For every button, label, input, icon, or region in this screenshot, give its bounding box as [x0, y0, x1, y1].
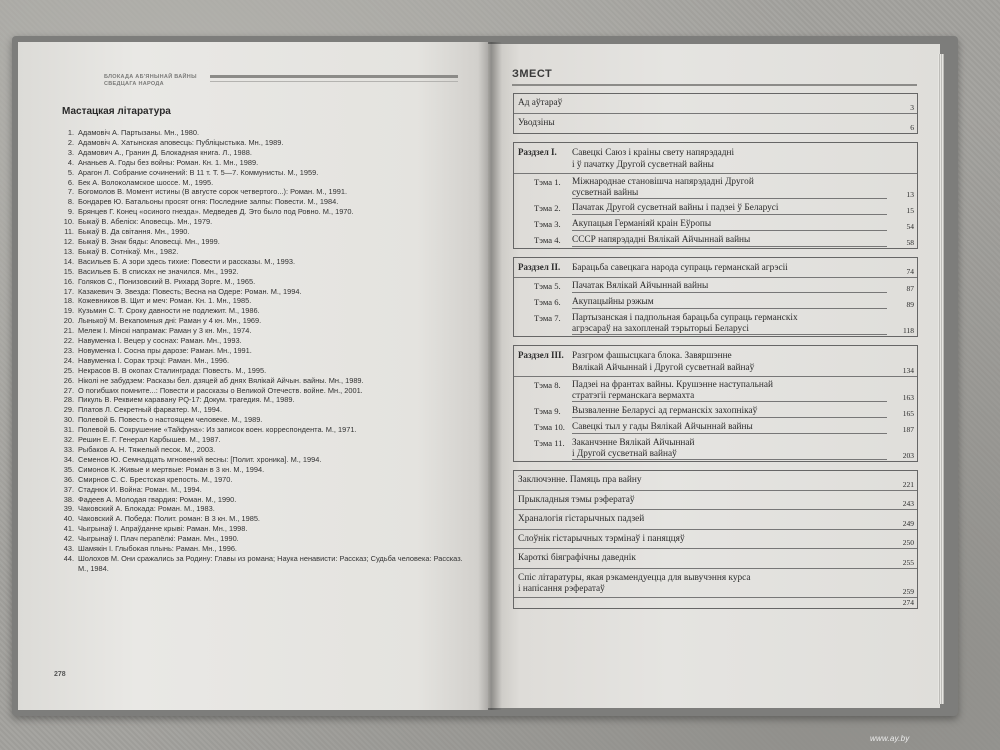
topic-title: [572, 313, 798, 335]
entry-number: 36.: [63, 474, 74, 484]
topic-label: Тэма 4.: [534, 235, 561, 245]
bibliography-entry: [44, 524, 474, 534]
entry-text: Новуменка І. Сосна пры дарозе: Раман. Мн., 1991.: [78, 345, 252, 355]
bibliography-heading: Мастацкая літаратура: [62, 106, 171, 117]
toc-section-box: [513, 142, 918, 249]
toc-row: [514, 491, 917, 511]
running-head-bar: [210, 75, 458, 78]
topic-title-line: агрэсараў на захопленай тэрыторыі Беларусі: [572, 324, 749, 334]
toc-section-box: [513, 345, 918, 462]
topic-label: Тэма 6.: [534, 297, 561, 307]
topic-label: Тэма 8.: [534, 380, 561, 390]
topic-title-line: Акупацыя Германіяй краін Еўропы: [572, 219, 712, 229]
left-page: [18, 42, 488, 710]
toc-row-page: 243: [902, 499, 914, 508]
toc-row-label-line: Спіс літаратуры, якая рэкамендуецца для вывучэння курса: [518, 572, 751, 583]
entry-number: 44.: [63, 553, 74, 563]
topic-title: [572, 203, 778, 214]
toc-row-label: Кароткі біяграфічны даведнік: [518, 553, 636, 563]
section-label: Раздзел ІІІ.: [518, 350, 564, 360]
entry-text: Фадеев А. Молодая гвардия: Роман. М., 1990.: [78, 494, 237, 504]
toc-topic-row: [514, 419, 917, 435]
entry-number: 11.: [64, 227, 74, 237]
entry-number: 17.: [63, 286, 74, 296]
bibliography-entry: [44, 277, 474, 287]
entry-text: Пикуль В. Реквием каравану PQ-17: Докум. трагедия. М., 1989.: [78, 395, 295, 405]
entry-text: Некрасов В. В окопах Сталинграда: Повесть. М., 1995.: [78, 365, 267, 375]
bibliography-entry: [44, 356, 474, 366]
topic-label: Тэма 7.: [534, 313, 561, 323]
entry-text: Казакевич Э. Звезда: Повесть; Весна на Одере: Роман. М., 1994.: [78, 286, 302, 296]
entry-text: Мележ І. Мінскі напрамак: Раман у 3 кн. Мн., 1974.: [78, 326, 252, 336]
entry-text: Бек А. Волоколамское шоссе. М., 1995.: [78, 177, 214, 187]
table-of-contents: [513, 93, 918, 609]
section-title-line: і ў пачатку Другой сусветнай вайны: [572, 160, 714, 170]
entry-text: Васильев Б. В списках не значился. Мн., 1992.: [78, 266, 239, 276]
bibliography-entry: [44, 495, 474, 505]
topic-title: [572, 422, 753, 433]
page-number: 278: [54, 671, 66, 678]
topic-title-line: стратэгіі германскага вермахта: [572, 391, 695, 401]
bibliography-entry: [44, 386, 474, 396]
topic-title-line: сусветнай вайны: [572, 188, 639, 198]
entry-number: 9.: [67, 207, 74, 217]
entry-number: 33.: [63, 445, 74, 454]
toc-title-rule: [512, 84, 917, 86]
bibliography-entry: [44, 257, 474, 267]
entry-number: 8.: [67, 197, 74, 207]
entry-number: 13.: [63, 246, 74, 256]
entry-number: 32.: [63, 435, 74, 445]
bibliography-entry: [44, 168, 474, 178]
section-title-line: Разгром фашысцкага блока. Завяршэнне: [572, 351, 732, 361]
toc-row-label: [518, 573, 751, 595]
toc-gap: [513, 462, 918, 470]
toc-intro-box: [513, 93, 918, 134]
topic-page: 87: [906, 284, 914, 293]
topic-label: Тэма 9.: [534, 406, 561, 416]
entry-number: 27.: [63, 385, 74, 395]
entry-number: 42.: [63, 534, 74, 544]
topic-title: [572, 177, 754, 199]
bibliography-entry: [44, 197, 474, 207]
topic-title: [572, 438, 695, 460]
topic-page: 163: [902, 393, 914, 402]
section-page: 74: [906, 267, 914, 276]
entry-text: Быкаў В. Да світання. Мн., 1990.: [78, 227, 190, 237]
topic-title-line: Заканчэнне Вялікай Айчыннай: [572, 438, 695, 448]
entry-text: Шолохов М. Они сражались за Родину: Главы из романа; Наука ненависти: Рассказ; Судьба человека: Рассказ. М., 1984.: [78, 553, 463, 573]
bibliography-entry: [44, 158, 474, 168]
entry-text: Адамовіч А. Хатынская аповесць: Публіцыстыка. Мн., 1989.: [78, 137, 284, 147]
bibliography-entry: [44, 415, 474, 425]
toc-row-label-line: і напісання рэфератаў: [518, 583, 605, 594]
entry-text: Быкаў В. Сотнікаў. Мн., 1982.: [78, 246, 179, 256]
topic-label: Тэма 3.: [534, 219, 561, 229]
bibliography-entry: [44, 485, 474, 495]
entry-text: Голяков С., Понизовский В. Рихард Зорге. М., 1965.: [78, 276, 256, 286]
right-page: [488, 44, 940, 708]
toc-gap: [513, 134, 918, 142]
toc-topic-row: [514, 377, 917, 403]
bibliography-entry: [44, 455, 474, 465]
toc-row: [514, 530, 917, 550]
section-title: [572, 262, 788, 274]
entry-text: Быкаў В. Абеліск: Аповесць. Мн., 1979.: [78, 217, 213, 227]
entry-number: 41.: [63, 524, 74, 534]
toc-row: [514, 94, 917, 114]
toc-row-page: 3: [910, 103, 914, 112]
toc-title: ЗМЕСТ: [512, 68, 553, 80]
topic-page: 54: [906, 222, 914, 231]
bibliography-list: [44, 128, 474, 574]
entry-text: Шамякін І. Глыбокая плынь: Раман. Мн., 1996.: [78, 544, 237, 554]
bibliography-entry: [44, 534, 474, 544]
topic-title-line: і Другой сусветнай вайнаў: [572, 449, 677, 459]
section-title-line: Вялікай Айчыннай і Другой сусветнай вайнаў: [572, 363, 755, 373]
toc-row: [514, 114, 917, 133]
toc-row-page: 250: [902, 538, 914, 547]
entry-number: 20.: [63, 316, 74, 326]
topic-title-line: Падзеі на франтах вайны. Крушэнне наступальнай: [572, 380, 773, 390]
bibliography-entry: [44, 336, 474, 346]
entry-number: 4.: [67, 157, 74, 167]
entry-text: Семенов Ю. Семнадцать мгновений весны: [Полит. хроника]. М., 1994.: [78, 454, 322, 464]
bibliography-entry: [44, 326, 474, 336]
entry-text: Богомолов В. Момент истины (В августе сорок четвертого...): Роман. М., 1991.: [78, 187, 348, 197]
toc-topic-row: [514, 278, 917, 294]
topic-page: 58: [906, 238, 914, 247]
topic-underline: [572, 292, 887, 293]
bibliography-entry: [44, 247, 474, 257]
bibliography-entry: [44, 138, 474, 148]
topic-title: [572, 219, 711, 230]
toc-section-header: [514, 346, 917, 377]
entry-text: Арагон Л. Собрание сочинений: В 11 т. Т. 5—7. Коммунисты. М., 1959.: [78, 167, 319, 177]
section-title-line: Барацьба савецкага народа супраць германскай агрэсіі: [572, 263, 788, 273]
section-title: [572, 147, 734, 171]
toc-section-box: [513, 257, 918, 337]
entry-text: Симонов К. Живые и мертвые: Роман в 3 кн. М., 1994.: [78, 464, 265, 474]
entry-text: Ананьев А. Годы без войны: Роман. Кн. 1. Мн., 1989.: [78, 157, 259, 167]
entry-number: 29.: [63, 405, 74, 415]
bibliography-entry: [44, 376, 474, 386]
entry-text: Бондарев Ю. Батальоны просят огня: Последние залпы: Повести. М., 1984.: [78, 197, 339, 207]
topic-title-line: Пачатак Другой сусветнай вайны і падзеі ў Беларусі: [572, 203, 779, 213]
entry-number: 3.: [67, 147, 74, 157]
toc-gap: [513, 249, 918, 257]
toc-row: [514, 510, 917, 530]
bibliography-entry: [44, 148, 474, 158]
topic-underline: [572, 334, 887, 335]
topic-underline: [572, 214, 887, 215]
topic-underline: [572, 308, 887, 309]
topic-title-line: Пачатак Вялікай Айчыннай вайны: [572, 281, 709, 291]
entry-text: О погибших помните...: Повести и рассказы о Великой Отечеств. войне. Мн., 2001.: [78, 385, 363, 395]
entry-text: Лынькоў М. Векапомныя дні: Раман у 4 кн. Мн., 1969.: [78, 316, 262, 326]
toc-topic-row: [514, 435, 917, 461]
entry-number: 26.: [63, 375, 74, 385]
topic-title-line: Акупацыйны рэжым: [572, 297, 654, 307]
toc-row-page: 259: [902, 586, 914, 596]
toc-section-header: [514, 143, 917, 174]
bibliography-entry: [44, 435, 474, 445]
entry-number: 38.: [63, 494, 74, 504]
toc-row: [514, 598, 917, 608]
entry-number: 15.: [63, 266, 74, 276]
bibliography-entry: [44, 207, 474, 217]
toc-row-page: 6: [910, 123, 914, 132]
toc-row: [514, 471, 917, 491]
running-head: БЛОКАДА АБ'ЯНЫНАЙ ВАЙНЫ СВЕДЦАГА НАРОДА: [104, 74, 197, 87]
entry-text: Полевой Б. Сокрушение «Тайфуна»: Из записок воен. корреспондента. М., 1971.: [78, 425, 357, 435]
running-head-rule: [210, 81, 458, 82]
entry-text: Брянцев Г. Конец «осиного гнезда». Медведев Д. Это было под Ровно. М., 1970.: [78, 207, 354, 217]
topic-title-line: Партызанская і падпольная барацьба супраць германскіх: [572, 313, 798, 323]
entry-text: Чаковский А. Блокада: Роман. М., 1983.: [78, 504, 215, 514]
entry-text: Стаднюк И. Война: Роман. М., 1994.: [78, 484, 202, 494]
topic-underline: [572, 246, 887, 247]
topic-title-line: Вызваленне Беларусі ад германскіх захопнікаў: [572, 406, 758, 416]
topic-label: Тэма 10.: [534, 422, 565, 432]
bibliography-entry: [44, 395, 474, 405]
topic-page: 89: [906, 300, 914, 309]
entry-number: 43.: [63, 544, 74, 554]
entry-number: 23.: [63, 345, 74, 355]
entry-text: Быкаў В. Знак бяды: Аповесці. Мн., 1999.: [78, 236, 220, 246]
bibliography-entry: [44, 554, 474, 574]
page-block-edge: [938, 54, 944, 704]
bibliography-entry: [44, 425, 474, 435]
topic-underline: [572, 198, 887, 199]
entry-text: Ніколі не забудзем: Расказы бел. дзяцей аб днях Вялікай Айчын. вайны. Мн., 1989.: [78, 375, 364, 385]
topic-label: Тэма 11.: [534, 438, 565, 448]
bibliography-entry: [44, 316, 474, 326]
entry-text: Васильев Б. А зори здесь тихие: Повести и рассказы. М., 1993.: [78, 256, 296, 266]
topic-title: [572, 297, 654, 308]
bibliography-entry: [44, 128, 474, 138]
entry-text: Рыбаков А. Н. Тяжелый песок. М., 2003.: [78, 445, 216, 454]
topic-title-line: Міжнароднае становішча напярэдадні Другой: [572, 177, 754, 187]
toc-row-label: Заключэнне. Памяць пра вайну: [518, 475, 642, 485]
bibliography-entry: [44, 178, 474, 188]
toc-row: [514, 549, 917, 569]
entry-text: Навуменка І. Сорак трэці: Раман. Мн., 1996.: [78, 355, 230, 365]
section-label: Раздзел І.: [518, 147, 557, 157]
entry-text: Смирнов С. С. Брестская крепость. М., 1970.: [78, 474, 233, 484]
entry-number: 7.: [67, 187, 74, 197]
entry-text: Адамович А., Гранин Д. Блокадная книга. Л., 1988.: [78, 147, 252, 157]
bibliography-entry: [44, 296, 474, 306]
toc-topic-row: [514, 403, 917, 419]
bibliography-entry: [44, 504, 474, 514]
section-title: [572, 350, 754, 374]
entry-number: 21.: [63, 326, 74, 336]
toc-end-matter-box: [513, 470, 918, 609]
entry-number: 22.: [63, 336, 74, 346]
topic-page: 13: [906, 190, 914, 199]
entry-text: Платов Л. Секретный фарватер. М., 1994.: [78, 405, 223, 415]
toc-row-page: 255: [902, 557, 914, 567]
topic-underline: [572, 401, 887, 402]
toc-row-label: Прыкладныя тэмы рэфератаў: [518, 494, 635, 505]
toc-row-label: Ад аўтараў: [518, 98, 563, 108]
bibliography-entry: [44, 187, 474, 197]
entry-number: 39.: [63, 504, 74, 514]
entry-number: 6.: [67, 177, 74, 187]
entry-text: Адамовіч А. Партызаны. Мн., 1980.: [78, 128, 200, 137]
entry-text: Полевой Б. Повесть о настоящем человеке. М., 1989.: [78, 415, 263, 425]
toc-topic-row: [514, 216, 917, 232]
entry-number: 40.: [63, 514, 74, 524]
topic-label: Тэма 1.: [534, 177, 561, 187]
toc-row-label: Слоўнік гістарычных тэрмінаў і паняццяў: [518, 533, 685, 544]
entry-text: Кожевников В. Щит и меч: Роман. Кн. 1. Мн., 1985.: [78, 296, 252, 306]
toc-gap: [513, 337, 918, 345]
bibliography-entry: [44, 445, 474, 455]
bibliography-entry: [44, 267, 474, 277]
toc-row-page: 274: [902, 597, 914, 607]
entry-number: 1.: [67, 128, 74, 137]
topic-underline: [572, 433, 887, 434]
entry-number: 19.: [63, 306, 74, 316]
entry-number: 5.: [67, 167, 74, 177]
entry-number: 28.: [63, 395, 74, 405]
topic-underline: [572, 230, 887, 231]
topic-page: 187: [902, 425, 914, 434]
topic-underline: [572, 459, 887, 460]
toc-section-header: [514, 258, 917, 278]
topic-underline: [572, 417, 887, 418]
toc-row-page: 249: [902, 518, 914, 528]
topic-title: [572, 235, 750, 246]
toc-row-label: Уводзіны: [518, 118, 555, 128]
bibliography-entry: [44, 227, 474, 237]
topic-page: 165: [902, 409, 914, 418]
entry-text: Чыгрынаў І. Плач перапёлкі: Раман. Мн., 1990.: [78, 534, 239, 544]
bibliography-entry: [44, 544, 474, 554]
entry-text: Чаковский А. Победа: Полит. роман: В 3 кн. М., 1985.: [78, 514, 260, 524]
bibliography-entry: [44, 475, 474, 485]
entry-number: 30.: [63, 415, 74, 425]
entry-number: 25.: [63, 365, 74, 375]
entry-number: 34.: [63, 454, 74, 464]
toc-row-page: 221: [902, 479, 914, 489]
topic-page: 118: [903, 326, 914, 335]
topic-title-line: СССР напярэдадні Вялікай Айчыннай вайны: [572, 235, 751, 245]
toc-topic-row: [514, 294, 917, 310]
section-label: Раздзел ІІ.: [518, 262, 561, 272]
toc-topic-row: [514, 310, 917, 336]
section-title-line: Савецкі Саюз і краіны свету напярэдадні: [572, 148, 735, 158]
topic-title-line: Савецкі тыл у гады Вялікай Айчыннай вайны: [572, 422, 753, 432]
entry-text: Решин Е. Г. Генерал Карбышев. М., 1987.: [78, 435, 221, 445]
bibliography-entry: [44, 237, 474, 247]
bibliography-entry: [44, 217, 474, 227]
topic-page: 203: [902, 451, 914, 460]
topic-label: Тэма 2.: [534, 203, 561, 213]
topic-label: Тэма 5.: [534, 281, 561, 291]
entry-number: 2.: [67, 137, 74, 147]
topic-title: [572, 380, 773, 402]
toc-row: [514, 569, 917, 598]
entry-number: 31.: [63, 425, 74, 435]
bibliography-entry: [44, 514, 474, 524]
bibliography-entry: [44, 465, 474, 475]
watermark: www.ay.by: [870, 734, 910, 743]
entry-number: 35.: [63, 464, 74, 474]
entry-number: 16.: [63, 276, 74, 286]
topic-title: [572, 406, 757, 417]
entry-number: 24.: [63, 355, 74, 365]
entry-text: Кузьмин С. Т. Сроку давности не подлежит. М., 1986.: [78, 306, 260, 316]
entry-number: 10.: [63, 217, 74, 227]
toc-topic-row: [514, 174, 917, 200]
bibliography-entry: [44, 306, 474, 316]
bibliography-entry: [44, 287, 474, 297]
entry-number: 37.: [63, 484, 74, 494]
section-page: 134: [902, 366, 914, 375]
bibliography-entry: [44, 346, 474, 356]
toc-topic-row: [514, 200, 917, 216]
bibliography-entry: [44, 405, 474, 415]
bibliography-entry: [44, 366, 474, 376]
toc-topic-row: [514, 232, 917, 248]
toc-row-label: Храналогія гістарычных падзей: [518, 514, 645, 524]
topic-title: [572, 281, 708, 292]
entry-number: 12.: [63, 236, 74, 246]
topic-page: 15: [906, 206, 914, 215]
entry-text: Чыгрынаў І. Апраўданне крыві: Раман. Мн., 1998.: [78, 524, 248, 534]
entry-number: 18.: [63, 296, 74, 306]
entry-number: 14.: [63, 256, 74, 266]
entry-text: Навуменка І. Вецер у соснах: Раман. Мн., 1993.: [78, 336, 242, 346]
